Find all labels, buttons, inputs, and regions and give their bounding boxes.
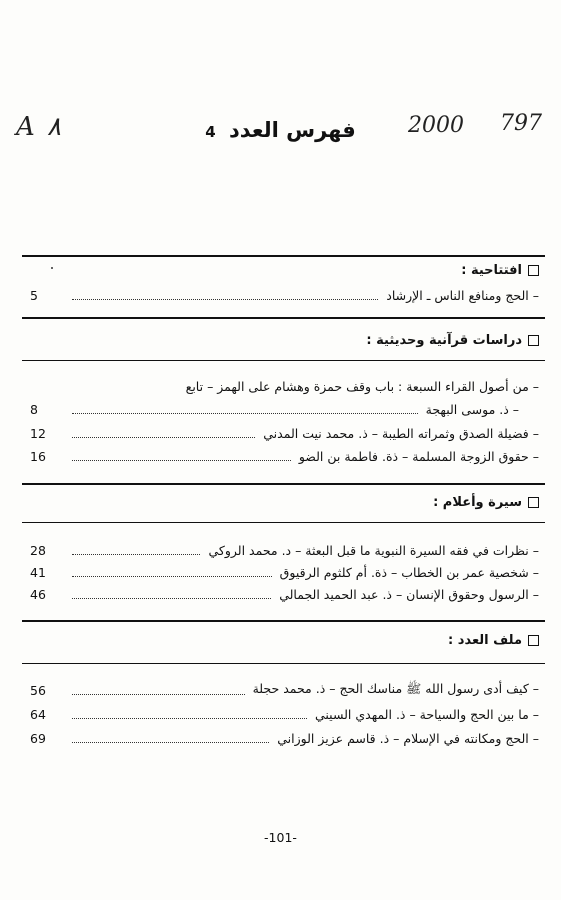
entry-page: 16 [30, 448, 46, 464]
handwritten-note-left: A ۸ [16, 112, 62, 142]
handwritten-number: 797 [500, 111, 542, 136]
entry-page: 56 [30, 682, 46, 698]
toc-entry [30, 286, 539, 304]
section-rule [22, 620, 545, 622]
entry-text: – الحج ومنافع الناس ـ الإرشاد [386, 287, 539, 303]
entry-text: – الرسول وحقوق الإنسان – ذ. عبد الحميد الجمالي [279, 586, 539, 602]
dot-leader [72, 429, 255, 438]
toc-entry [30, 447, 539, 465]
dot-leader [72, 291, 378, 300]
toc-entry [30, 729, 539, 747]
section-heading [19, 333, 539, 348]
section-rule [22, 663, 545, 664]
entry-page: 46 [30, 586, 46, 602]
checkbox-icon [528, 497, 539, 508]
entry-page: 69 [30, 730, 46, 746]
checkbox-icon [528, 635, 539, 646]
section-title: افتتاحية : [461, 263, 522, 278]
toc-entry [30, 585, 539, 603]
entry-text: – شخصية عمر بن الخطاب – ذة. أم كلثوم الرقيوق [279, 564, 539, 580]
page-number: -101- [264, 830, 297, 845]
entry-page: 8 [30, 401, 38, 417]
toc-entry [30, 377, 539, 395]
toc-entry [30, 681, 539, 699]
section-rule [22, 317, 545, 319]
dot-leader [72, 452, 291, 461]
section-heading [19, 633, 539, 648]
toc-entry [30, 424, 539, 442]
dot-leader [72, 590, 271, 599]
section-rule [22, 522, 545, 523]
entry-page: 28 [30, 542, 46, 558]
entry-page: 41 [30, 564, 46, 580]
toc-entry [30, 400, 539, 418]
entry-page: 12 [30, 425, 46, 441]
section-rule [22, 483, 545, 485]
entry-page: 5 [30, 287, 38, 303]
entry-text: – حقوق الزوجة المسلمة – ذة. فاطمة بن الضو [298, 448, 539, 464]
section-rule [22, 255, 545, 257]
section-rule [22, 360, 545, 361]
dot-leader [72, 568, 272, 577]
dot-leader [72, 405, 418, 414]
dot-leader [72, 686, 245, 695]
dot-leader [72, 546, 200, 555]
entry-page: 64 [30, 706, 46, 722]
section-title: ملف العدد : [448, 633, 522, 648]
section-heading [19, 263, 539, 278]
entry-text: – الحج ومكانته في الإسلام – ذ. قاسم عزيز الوزاني [277, 730, 539, 746]
entry-text: – ما بين الحج والسياحة – ذ. المهدي السيني [314, 706, 539, 722]
entry-text: – من أصول القراء السبعة : باب وقف حمزة وهشام على الهمز – تابع [185, 378, 539, 394]
section-heading [19, 495, 539, 510]
checkbox-icon [528, 265, 539, 276]
entry-text: – كيف أدى رسول الله ﷺ مناسك الحج – ذ. محمد حجلة [252, 680, 539, 696]
title-text: فهرس العدد [228, 118, 356, 142]
toc-entry [30, 705, 539, 723]
entry-text: – فضيلة الصدق وثمراته الطيبة – ذ. محمد نيت المدني [263, 425, 539, 441]
dot-leader [72, 710, 307, 719]
section-title: سيرة وأعلام : [433, 495, 522, 510]
issue-number: 4 [205, 123, 216, 141]
entry-text: – نظرات في فقه السيرة النبوية ما قبل البعثة – د. محمد الروكي [208, 542, 539, 558]
checkbox-icon [528, 335, 539, 346]
page-title [0, 118, 561, 142]
section-title: دراسات قرآنية وحديثية : [366, 333, 522, 348]
entry-text: – ذ. موسى البهجة [425, 401, 519, 417]
toc-entry [30, 541, 539, 559]
dot-leader [72, 734, 269, 743]
toc-entry [30, 563, 539, 581]
handwritten-year: 2000 [408, 113, 464, 138]
